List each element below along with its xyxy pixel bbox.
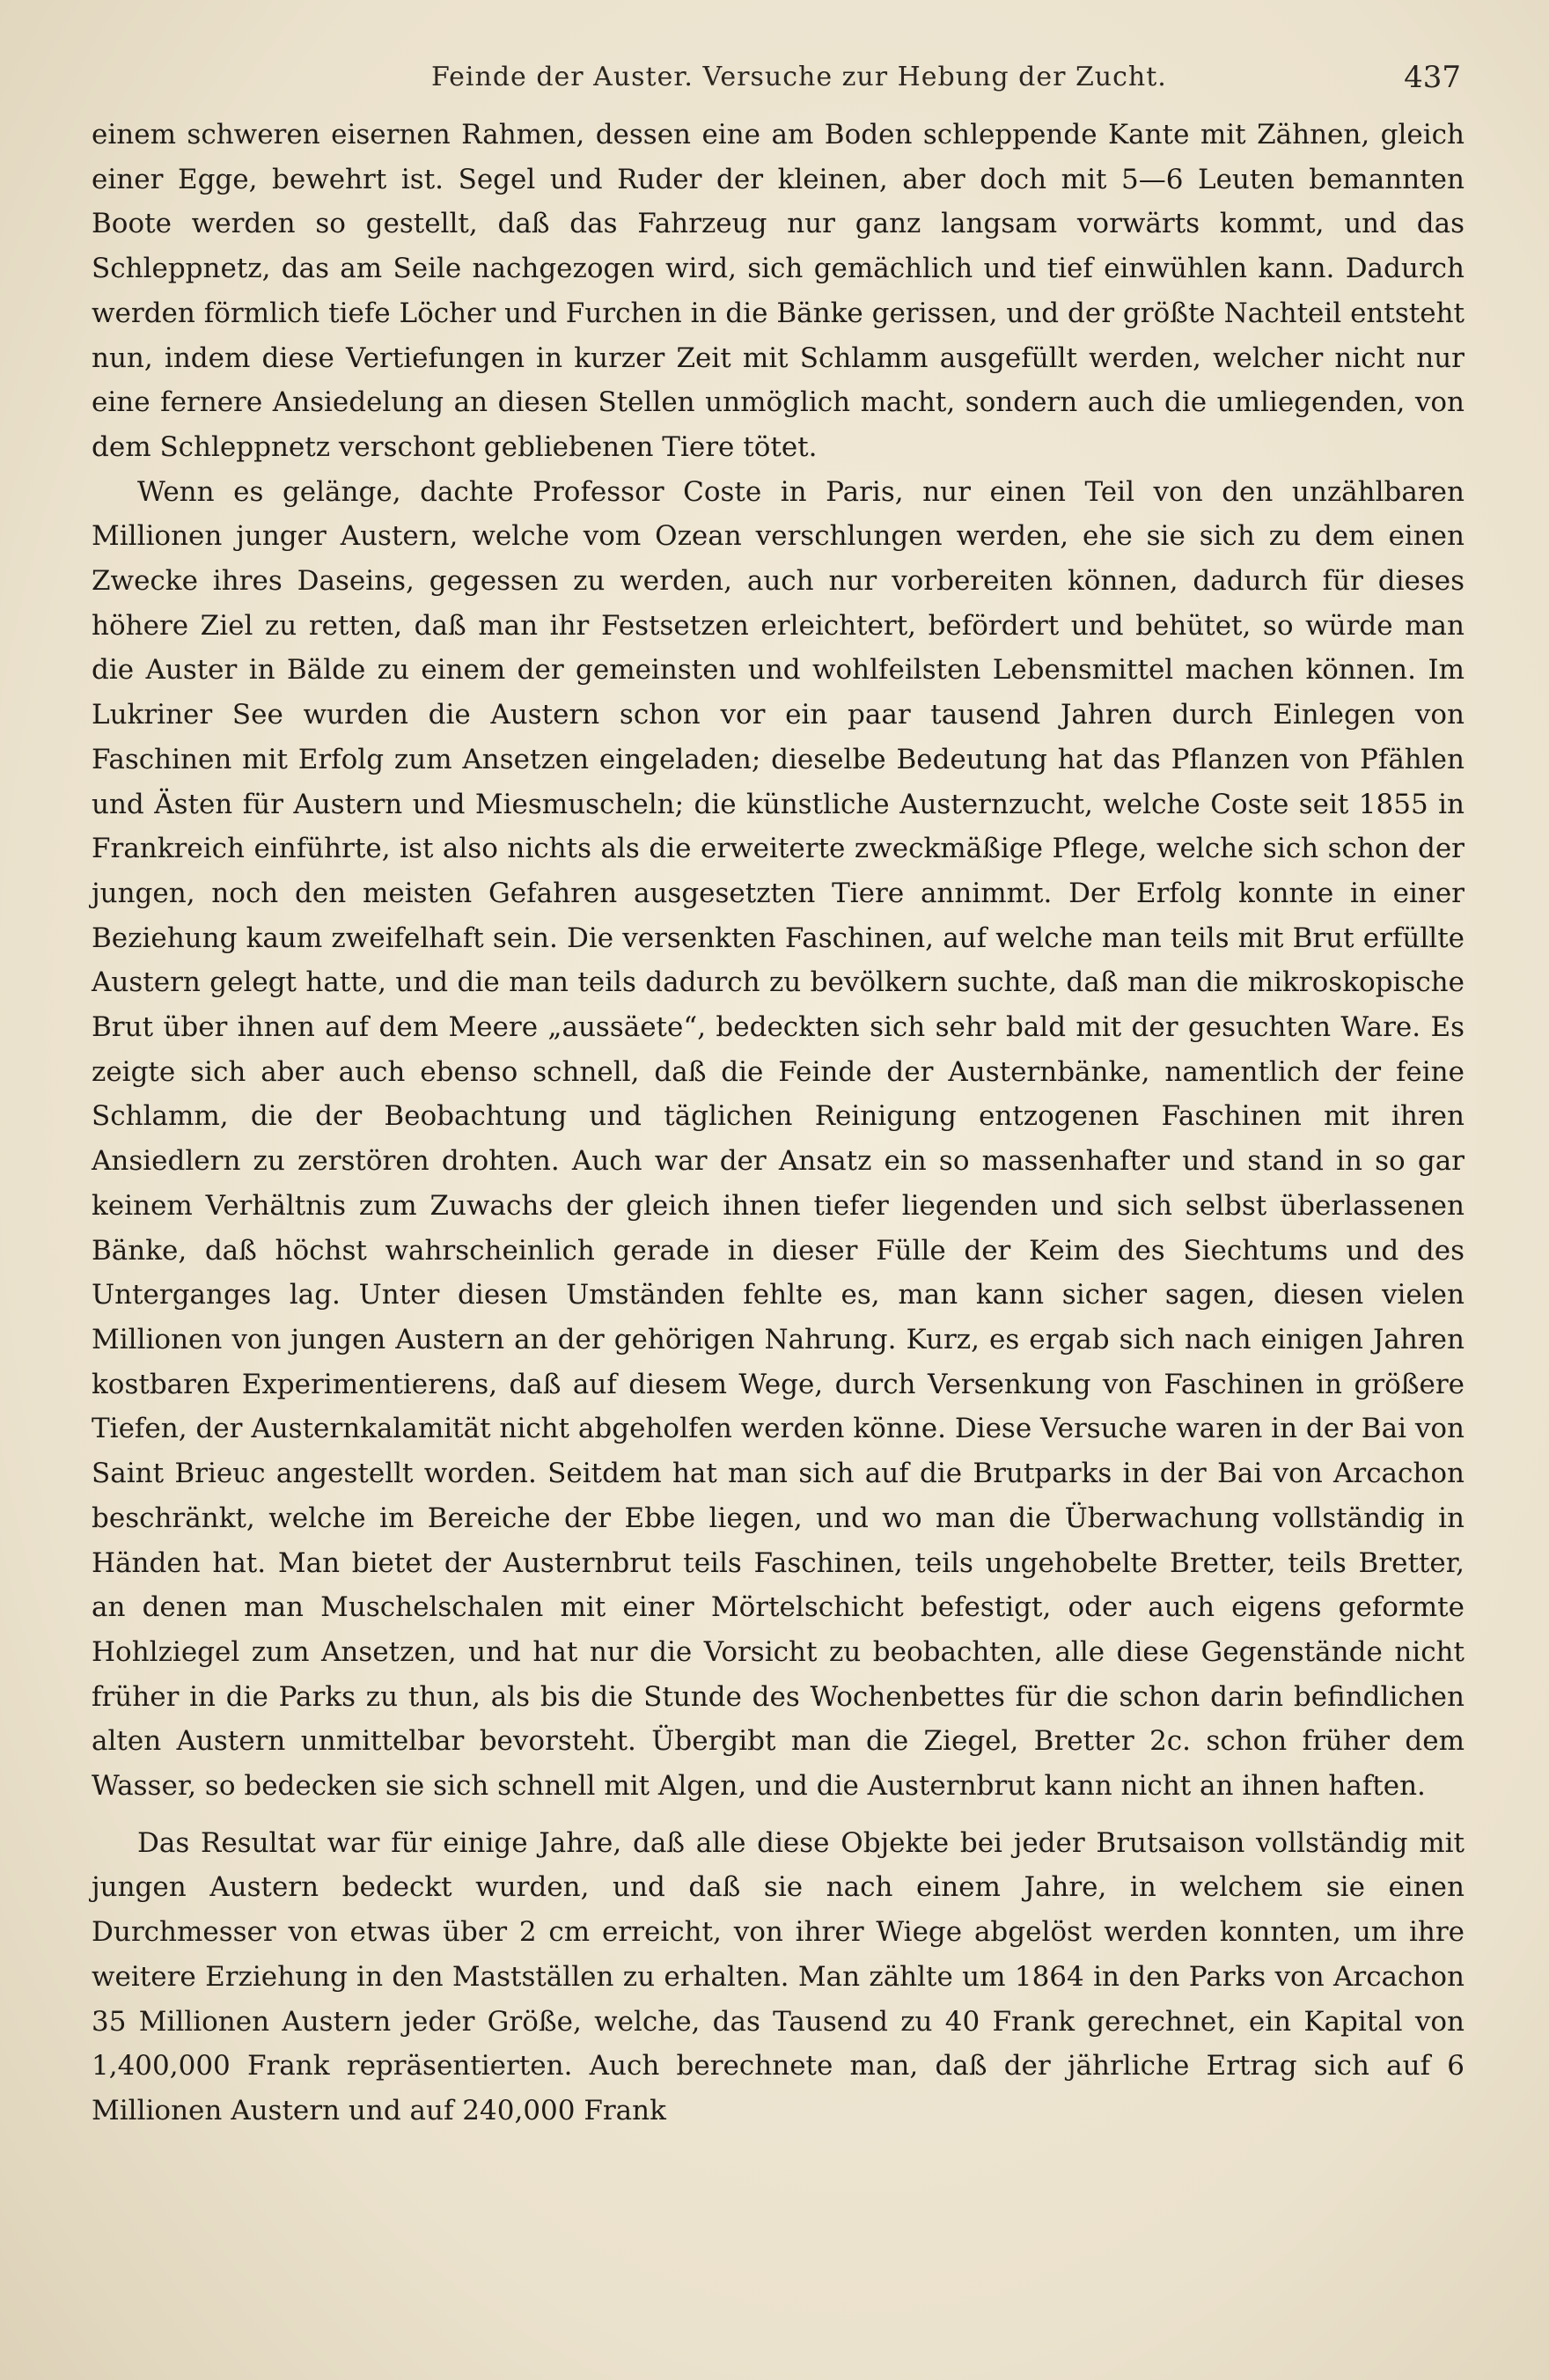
paragraph-1: einem schweren eisernen Rahmen, dessen eine am Boden schleppende Kante mit Zähnen, gleich einer Egge, bewehrt ist. Segel und Ruder der kleinen, aber doch mit 5—6 Leuten bemannten Boote werden so gestellt, daß das Fahrzeug nur ganz langsam vorwärts kommt, und das Schleppnetz, das am Seile nachgezogen wird, sich gemächlich und tief einwühlen kann. Dadurch werden förmlich tiefe Löcher und Furchen in die Bänke gerissen, und der größte Nachteil entsteht nun, indem diese Vertiefungen in kurzer Zeit mit Schlamm ausgefüllt werden, welcher nicht nur eine fernere Ansiedelung an diesen Stellen unmöglich macht, sondern auch die umliegenden, von dem Schleppnetz verschont gebliebenen Tiere tötet. — [92, 119, 1465, 463]
paragraph-2: Wenn es gelänge, dachte Professor Coste in Paris, nur einen Teil von den unzählbaren Millionen junger Austern, welche vom Ozean verschlungen werden, ehe sie sich zu dem einen Zwecke ihres Daseins, gegessen zu werden, auch nur vorbereiten können, dadurch für dieses höhere Ziel zu retten, daß man ihr Festsetzen erleichtert, befördert und behütet, so würde man die Auster in Bälde zu einem der gemeinsten und wohlfeilsten Lebensmittel machen können. Im Lukriner See wurden die Austern schon vor ein paar tausend Jahren durch Einlegen von Faschinen mit Erfolg zum Ansetzen eingeladen; dieselbe Bedeutung hat das Pflanzen von Pfählen und Ästen für Austern und Miesmuscheln; die künstliche Austernzucht, welche Coste seit 1855 in Frankreich einführte, ist also nichts als die erweiterte zweckmäßige Pflege, welche sich schon der jungen, noch den meisten Gefahren ausgesetzten Tiere annimmt. Der Erfolg konnte in einer Beziehung kaum zweifelhaft sein. Die versenkten Faschinen, auf welche man teils mit Brut erfüllte Austern gelegt hatte, und die man teils dadurch zu bevölkern suchte, daß man die mikroskopische Brut über ihnen auf dem Meere „aussäete“, bedeckten sich sehr bald mit der gesuchten Ware. Es zeigte sich aber auch ebenso schnell, daß die Feinde der Austernbänke, namentlich der feine Schlamm, die der Beobachtung und täglichen Reinigung entzogenen Faschinen mit ihren Ansiedlern zu zerstören drohten. Auch war der Ansatz ein so massenhafter und stand in so gar keinem Verhältnis zum Zuwachs der gleich ihnen tiefer liegenden und sich selbst überlassenen Bänke, daß höchst wahrscheinlich gerade in dieser Fülle der Keim des Siechtums und des Unterganges lag. Unter diesen Umständen fehlte es, man kann sicher sagen, diesen vielen Millionen von jungen Austern an der gehörigen Nahrung. Kurz, es ergab sich nach einigen Jahren kostbaren Experimentierens, daß auf diesem Wege, durch Versenkung von Faschinen in größere Tiefen, der Austernkalamität nicht abgeholfen werden könne. Diese Versuche waren in der Bai von Saint Brieuc angestellt worden. Seitdem hat man sich auf die Brutparks in der Bai von Arcachon beschränkt, welche im Bereiche der Ebbe liegen, und wo man die Überwachung vollständig in Händen hat. Man bietet der Austernbrut teils Faschinen, teils ungehobelte Bretter, teils Bretter, an denen man Muschelschalen mit einer Mörtelschicht befestigt, oder auch eigens geformte Hohlziegel zum Ansetzen, und hat nur die Vorsicht zu beobachten, alle diese Gegenstände nicht früher in die Parks zu thun, als bis die Stunde des Wochenbettes für die schon darin befindlichen alten Austern unmittelbar bevorsteht. Übergibt man die Ziegel, Bretter 2c. schon früher dem Wasser, so bedecken sie sich schnell mit Algen, und die Austernbrut kann nicht an ihnen haften. — [92, 475, 1465, 1803]
running-title: Feinde der Auster. Versuche zur Hebung der Zucht. — [431, 62, 1167, 92]
body-text — [92, 113, 1465, 2134]
paragraph-3: Das Resultat war für einige Jahre, daß alle diese Objekte bei jeder Brutsaison vollständig mit jungen Austern bedeckt wurden, und daß sie nach einem Jahre, in welchem sie einen Durchmesser von etwas über 2 cm erreicht, von ihrer Wiege abgelöst werden konnten, um ihre weitere Erziehung in den Mastställen zu erhalten. Man zählte um 1864 in den Parks von Arcachon 35 Millionen Austern jeder Größe, welche, das Tausend zu 40 Frank gerechnet, ein Kapital von 1,400,000 Frank repräsentierten. Auch berechnete man, daß der jährliche Ertrag sich auf 6 Millionen Austern und auf 240,000 Frank — [92, 1826, 1465, 2127]
running-head — [132, 55, 1461, 107]
page-number: 437 — [1404, 60, 1461, 95]
